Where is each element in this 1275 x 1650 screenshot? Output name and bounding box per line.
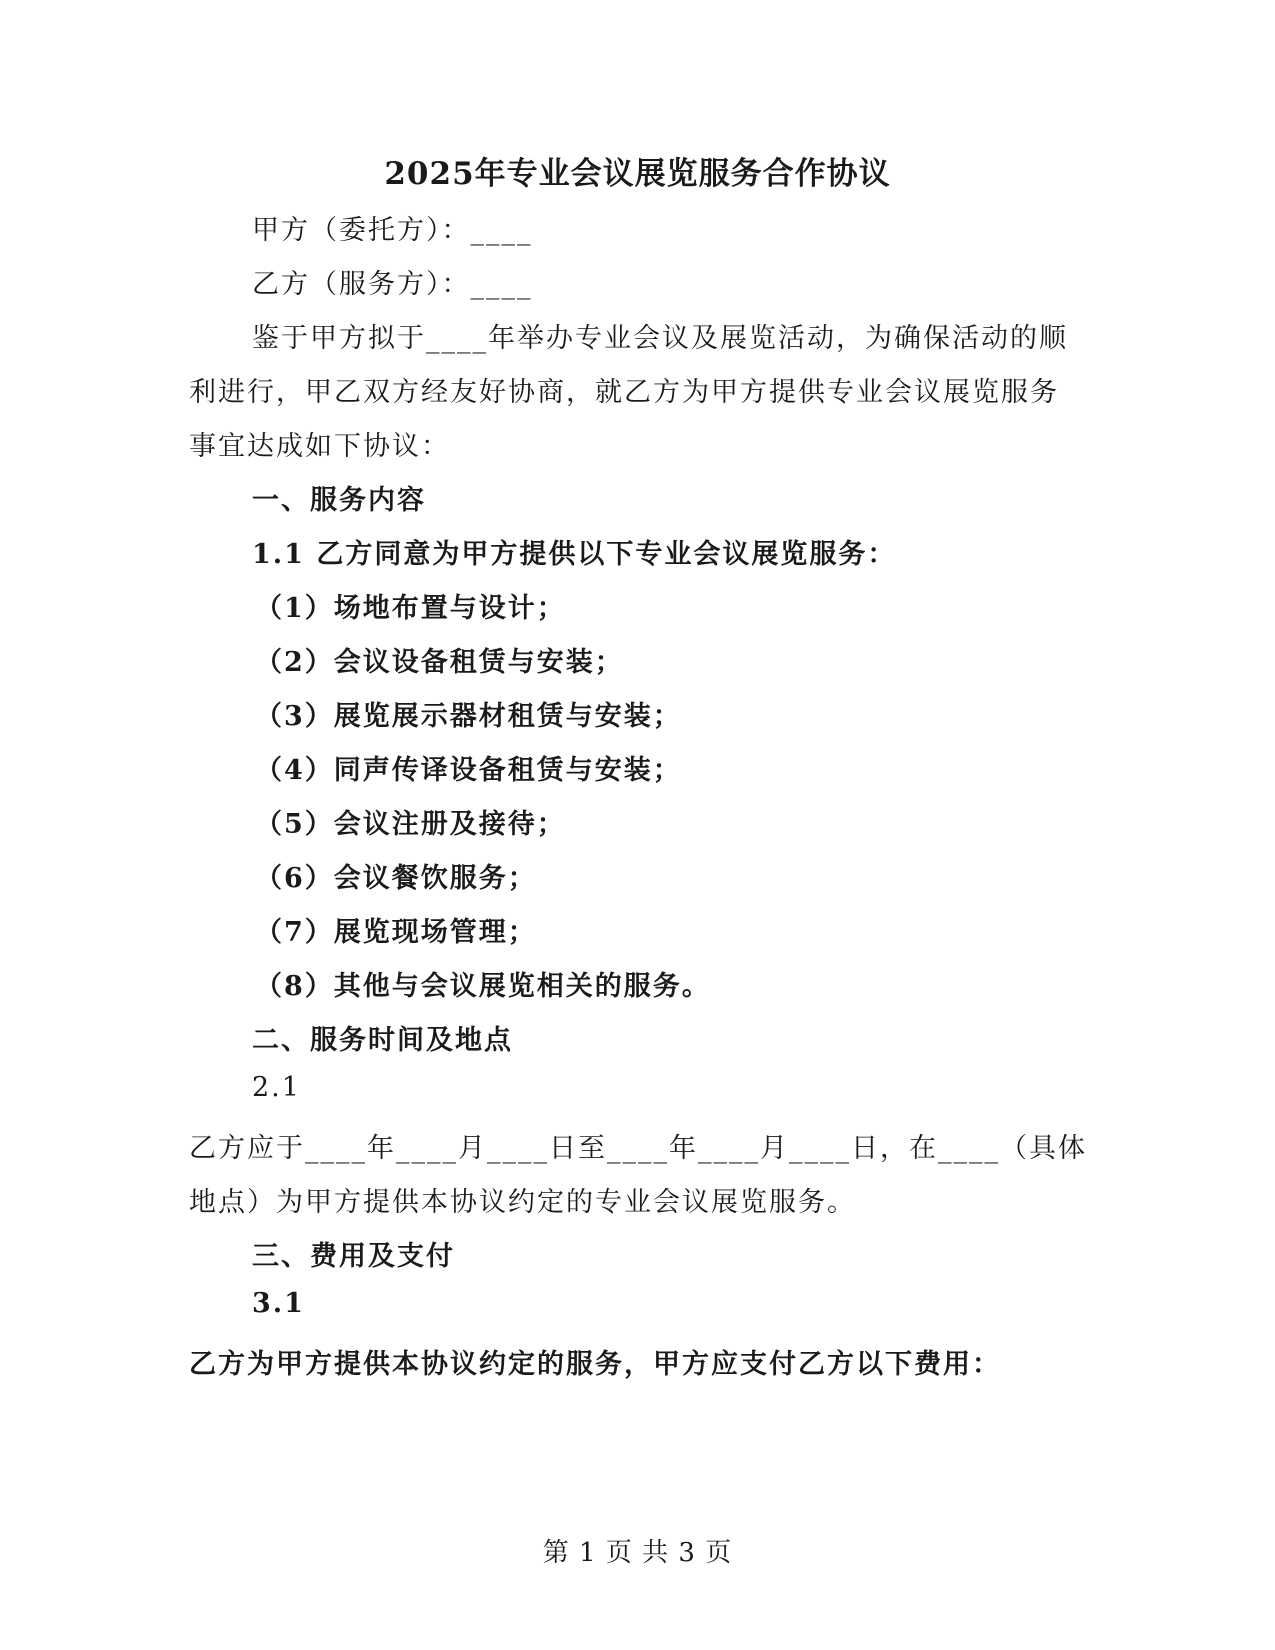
clause-3-1-line: 乙方为甲方提供本协议约定的服务，甲方应支付乙方以下费用：: [189, 1349, 1001, 1380]
party-b-line: 乙方（服务方）：____: [252, 269, 533, 300]
preamble-line-3: 事宜达成如下协议：: [189, 431, 450, 462]
page-footer: 第 1 页 共 3 页: [542, 1538, 733, 1568]
preamble-line-2: 利进行，甲乙双方经友好协商，就乙方为甲方提供专业会议展览服务: [189, 377, 1059, 408]
clause-2-1-number: 2.1: [252, 1072, 301, 1103]
service-item-5: （5）会议注册及接待；: [255, 809, 566, 840]
service-item-2: （2）会议设备租赁与安装；: [255, 647, 624, 678]
clause-1-1: 1.1 乙方同意为甲方提供以下专业会议展览服务：: [252, 539, 897, 570]
preamble-line-1: 鉴于甲方拟于____年举办专业会议及展览活动，为确保活动的顺: [252, 323, 1068, 354]
section-2-heading: 二、服务时间及地点: [252, 1025, 513, 1056]
service-item-3: （3）展览展示器材租赁与安装；: [255, 701, 682, 732]
service-item-6: （6）会议餐饮服务；: [255, 863, 537, 894]
party-a-line: 甲方（委托方）：____: [252, 215, 533, 246]
service-item-4: （4）同声传译设备租赁与安装；: [255, 755, 682, 786]
service-item-8: （8）其他与会议展览相关的服务。: [255, 971, 711, 1002]
section-3-heading: 三、费用及支付: [252, 1241, 455, 1272]
service-item-7: （7）展览现场管理；: [255, 917, 537, 948]
service-item-1: （1）场地布置与设计；: [255, 593, 566, 624]
section-1-heading: 一、服务内容: [252, 485, 426, 516]
clause-2-1-line-2: 地点）为甲方提供本协议约定的专业会议展览服务。: [189, 1187, 856, 1218]
clause-2-1-line-1: 乙方应于____年____月____日至____年____月____日，在____（具体: [189, 1133, 1087, 1164]
clause-3-1-number: 3.1: [252, 1288, 305, 1319]
document-title: 2025年专业会议展览服务合作协议: [384, 156, 891, 192]
